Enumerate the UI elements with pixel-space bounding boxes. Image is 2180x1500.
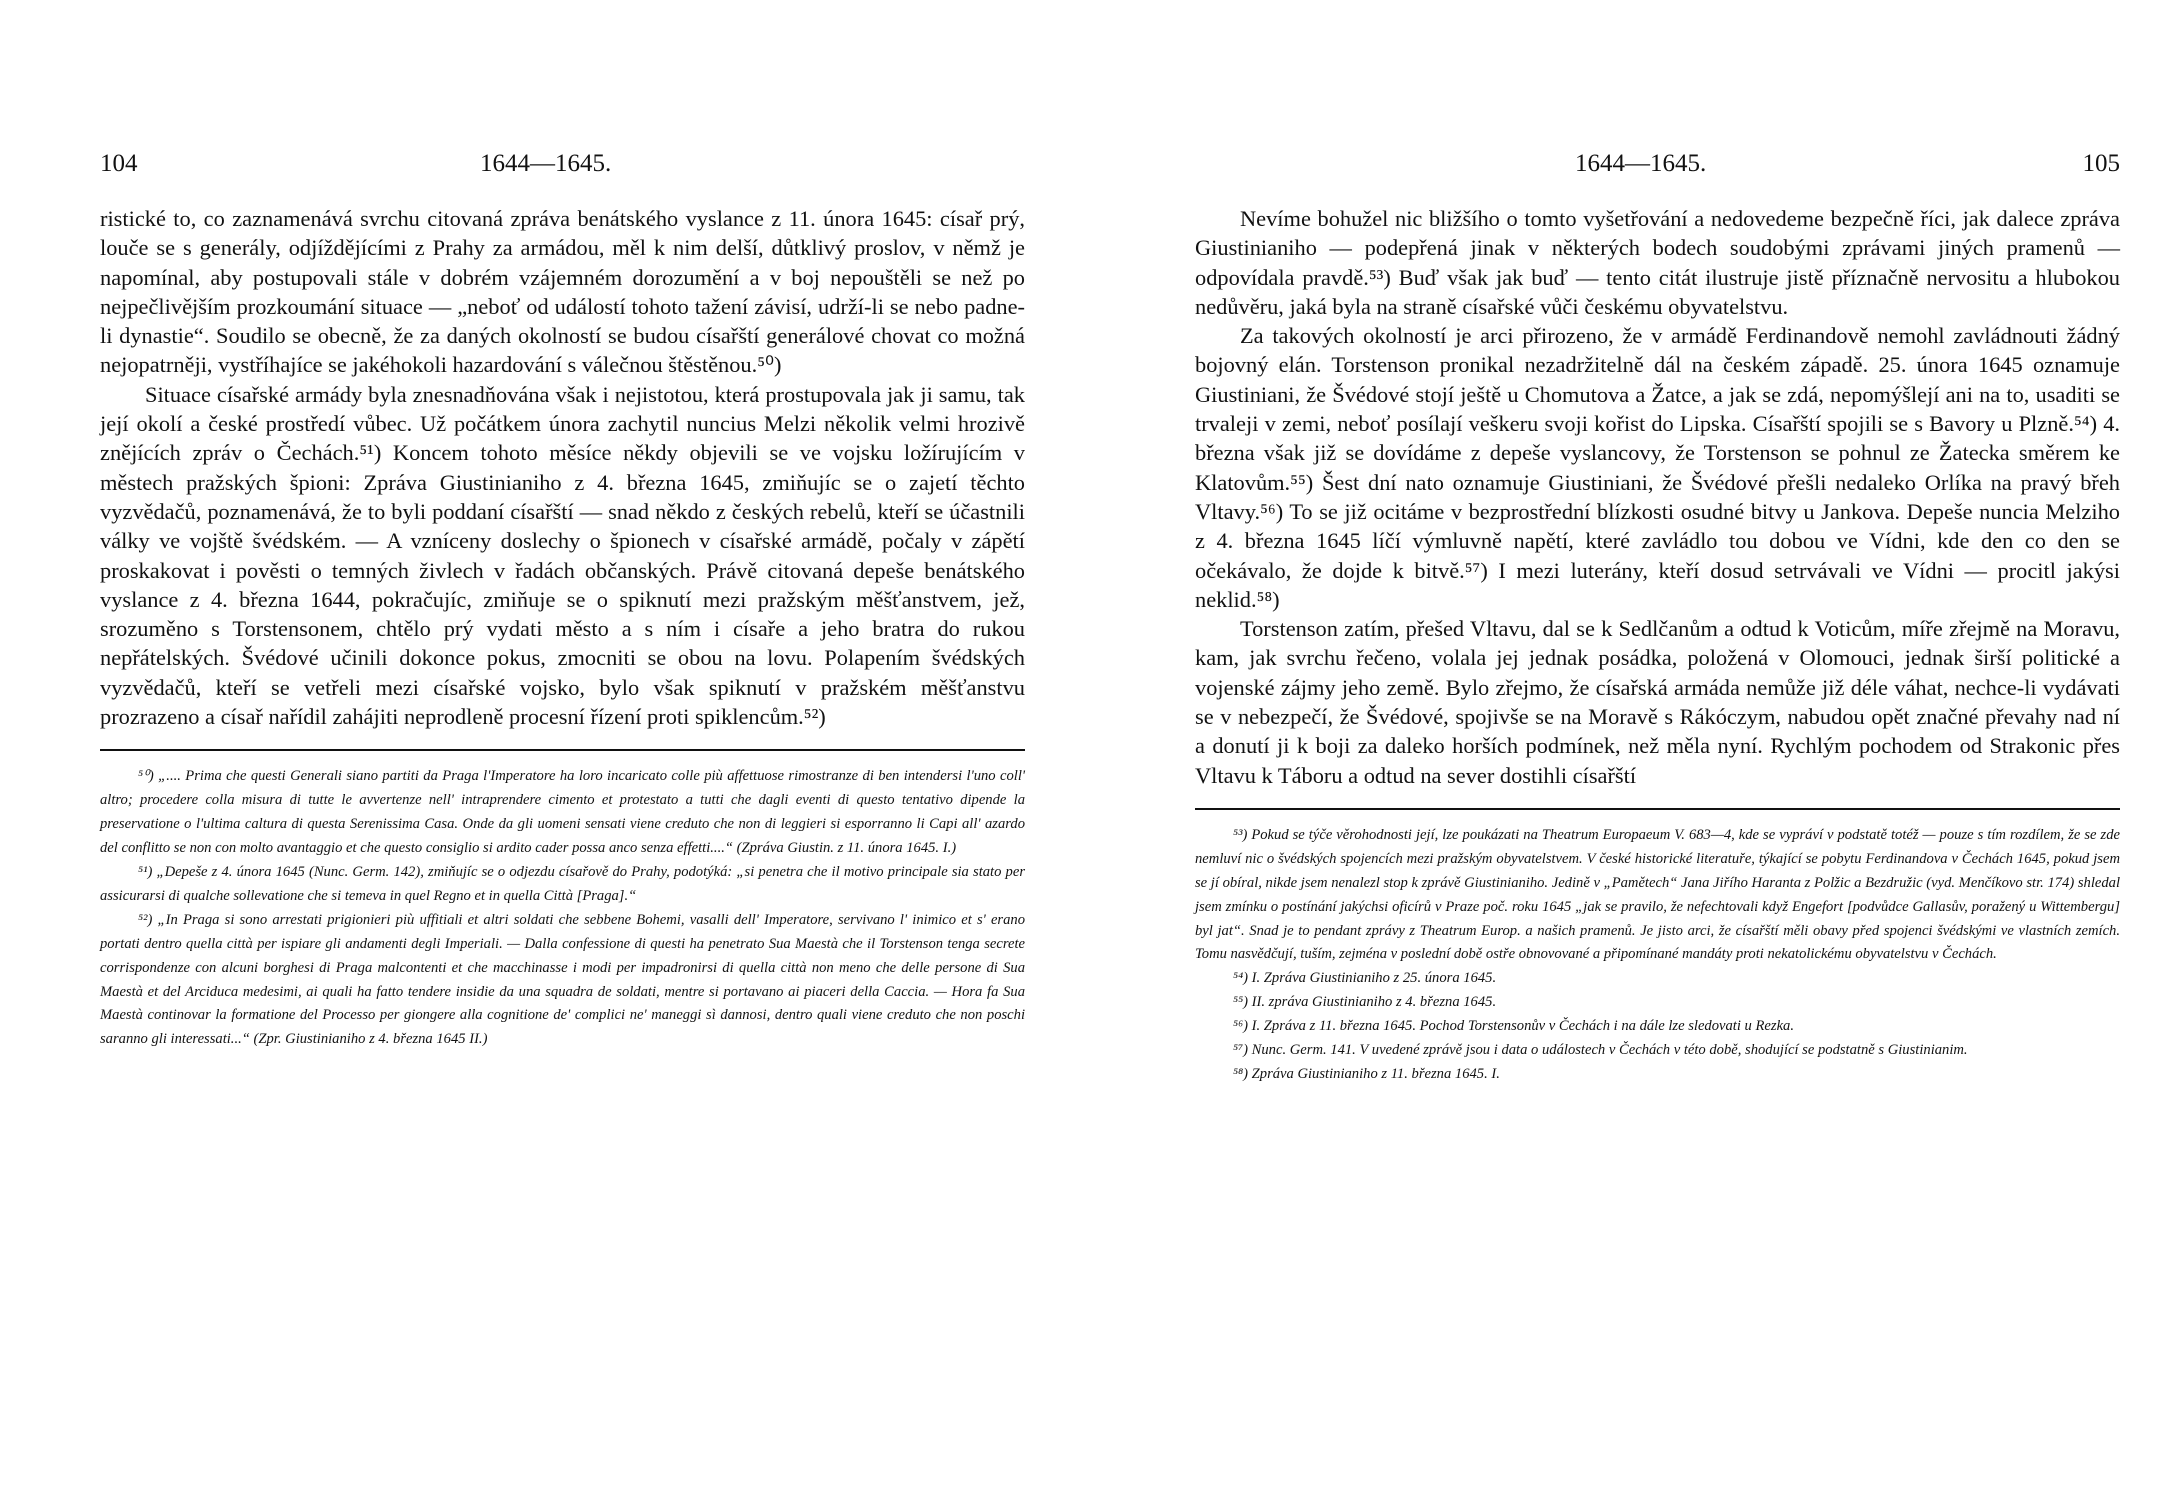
paragraph: Za takových okolností je arci přirozeno, že v armádě Ferdinandově nemohl zavládnouti žádný bojovný elán. Torstenson pronikal nezadržitelně dál na českém západě. 25. února 1645 oznamuje Giustiniani, že Švédové stojí ještě u Chomutova a Žatce, a jak se zdá, nepomýšlejí ani na to, usaditi se trvaleji v zemi, neboť posílají veškeru svoji kořist do Lipska. Císařští spojili se s Bavory u Plzně.⁵⁴) 4. března však již se dovídáme z depeše vyslancovy, že Torstenson se pohnul ze Žatecka směrem ke Klatovům.⁵⁵) Šest dní nato oznamuje Giustiniani, že Švédové přešli nedaleko Orlíka na pravý břeh Vltavy.⁵⁶) To se již ocitáme v bezprostřední blízkosti osudné bitvy u Jankova. Depeše nuncia Melziho z 4. března 1645 líčí výmluvně napětí, které zavládlo tou dobou ve Vídni, kde den co den se očekávalo, že dojde k bitvě.⁵⁷) I mezi luterány, kteří dosud setrvávali ve Vídni — procitl jakýsi neklid.⁵⁸) [1195, 323, 2120, 612]
footnote-rule [1195, 808, 2120, 810]
footnote: ⁵⁰) „.... Prima che questi Generali siano partiti da Praga l'Imperatore ha loro incaricato colle più affettuose rimostranze di ben intendersi l'uno coll' altro; procedere colla misura di tutte le avvertenze nell' intraprendere cimento et protestato a tutti che dagli eventi di questo tentativo dipende la preservatione o l'ultima caltura di questa Serenissima Casa. Onde da gli uomeni sensati viene creduto che non di leggieri si esporranno li Capi all' azardo del conflitto se non con molto avantaggio et che questo consiglio si ardito cader possa anco senza effetti....“ (Zpráva Giustin. z 11. února 1645. I.) [100, 768, 1025, 857]
footnote: ⁵³) Pokud se týče věrohodnosti její, lze poukázati na Theatrum Europaeum V. 683—4, kde se vypráví v podstatě totéž — pouze s tím rozdílem, že se zde nemluví nic o švédských spojencích mezi pražským obyvatelstvem. V české historické literatuře, týkající se pobytu Ferdinandova v Čechách 1645, pokud jsem se jí obíral, nikde jsem nenalezl stop k zprávě Giustinianiho. Jedině v „Pamětech“ Jana Jiřího Haranta z Polžic a Bezdružic (vyd. Menčíkovo str. 174) shledal jsem zmínku o postínání jakýchsi oficírů v Praze poč. roku 1645 „jak se pravilo, že nefechtovali když Engefort [podvůdce Gallasův, poražený u Wittembergu] byl jat“. Snad je to pendant zprávy z Theatrum Europ. a našich pramenů. Je jisto arci, že císařští měli obavy před spojenci švédskými ve vlastních zemích. Tomu nasvědčují, tuším, zejména v poslední době ostře obnovované a připomínané mandáty proti nekatolickému obyvatelstvu v Čechách. [1195, 826, 2120, 963]
footnote: ⁵¹) „Depeše z 4. února 1645 (Nunc. Germ. 142), zmiňujíc se o odjezdu císařově do Prahy, podotýká: „si penetra che il motivo principale sia stato per assicurarsi di qualche sollevatione che si temeva in quel Regno et in quella Città [Praga].“ [100, 863, 1025, 904]
footnote: ⁵²) „In Praga si sono arrestati prigionieri più uffitiali et altri soldati che sebbene Bohemi, vasalli dell' Imperatore, servivano l' inimico et s' erano portati dentro quella città per ispiare gli andamenti degli Imperiali. — Dalla confessione di questi ha penetrato Sua Maestà che il Torstenson tenga secrete corrispondenze con alcuni borghesi di Praga malcontenti et che macchinasse i modi per impadronirsi di quella città non meno che delle persone di Sua Maestà et del Arciduca medesimi, ai quali ha fatto tendere insidie da una squadra de soldati, mentre si portavano ai piaceri della Caccia. — Hora fa Sua Maestà continovar la formatione del Processo per giongere alla cognitione de' complici ne' maneggi sì dannosi, dentro quali viene creduto che non poschi saranno gli interessati...“ (Zpr. Giustinianiho z 4. března 1645 II.) [100, 911, 1025, 1048]
right-page-header [1195, 150, 2120, 184]
left-footnotes [100, 765, 1025, 1052]
running-head: 1644—1645. [1575, 150, 1707, 177]
footnote-rule [100, 749, 1025, 751]
running-head: 1644—1645. [480, 150, 612, 177]
right-footnotes [1195, 824, 2120, 1087]
paragraph: Situace císařské armády byla znesnadňována však i nejistotou, která prostupovala jak ji samu, tak její okolí a české prostředí vůbec. Už počátkem února zachytil nuncius Melzi několik velmi hrozivě znějících zpráv o Čechách.⁵¹) Koncem tohoto měsíce někdy objevili se ve vojsku ložírujícím v městech pražských špioni: Zpráva Giustinianiho z 4. března 1645, zmiňujíc se o zajetí těchto vyzvědačů, poznamenává, že to byli poddaní císařští — snad někdo z českých rebelů, kteří se účastnili války ve vojště švédském. — A vzníceny doslechy o špionech v císařské armádě, počaly v zápětí proskakovat i pověsti o temných živlech v řadách občanských. Právě citovaná depeše benátského vyslance z 4. března 1644, pokračujíc, zmiňuje se o spiknutí mezi pražským měšťanstvem, jež, srozuměno s Torstensonem, chtělo prý vydati město a s ním i císaře a jeho bratra do rukou nepřátelských. Švédové učinili dokonce pokus, zmocniti se obou na lovu. Polapením švédských vyzvědačů, kteří se vetřeli mezi císařské vojsko, bylo však spiknutí v pražském měšťanstvu prozrazeno a císař nařídil zahájiti neprodleně procesní řízení proti spiklencům.⁵²) [100, 381, 1025, 730]
page-number: 105 [2082, 150, 2120, 177]
footnote: ⁵⁸) Zpráva Giustinianiho z 11. března 1645. I. [1233, 1066, 1500, 1082]
paragraph: Nevíme bohužel nic bližšího o tomto vyšetřování a nedovedeme bezpečně říci, jak dalece zpráva Giustinianiho — podepřená jinak v některých bodech soudobými zprávami jiných pramenů — odpovídala pravdě.⁵³) Buď však jak buď — tento citát ilustruje jistě příznačně nervositu a hlubokou nedůvěru, jaká byla na straně císařské vůči českému obyvatelstvu. [1195, 206, 2120, 319]
page-number: 104 [100, 150, 138, 177]
right-body-text [1195, 204, 2120, 790]
footnote: ⁵⁵) II. zpráva Giustinianiho z 4. března 1645. [1233, 994, 1497, 1011]
left-page-header [100, 150, 1025, 184]
footnote: ⁵⁷) Nunc. Germ. 141. V uvedené zprávě jsou i data o událostech v Čechách v této době, shodující se podstatně s Giustinianim. [1233, 1042, 1968, 1059]
left-body-text [100, 204, 1025, 731]
paragraph: ristické to, co zaznamenává svrchu citovaná zpráva benátského vyslance z 11. února 1645: císař prý, louče se s generály, odjíždějícími z Prahy za armádou, měl k nim delší, důtklivý proslov, v němž je napomínal, aby postupovali stále v dobrém vzájemném dorozumění a v boj nepouštěli se než po nejpečlivějším prozkoumání situace — „neboť od událostí tohoto tažení závisí, udrží-li se nebo padne-li dynastie“. Soudilo se obecně, že za daných okolností se budou císařští generálové chovat co možná nejopatrněji, vystříhajíce se jakéhokoli hazardování s válečnou štěstěnou.⁵⁰) [100, 206, 1025, 378]
footnote: ⁵⁶) I. Zpráva z 11. března 1645. Pochod Torstensonův v Čechách i na dále lze sledovati u Rezka. [1233, 1018, 1794, 1035]
paragraph: Torstenson zatím, přešed Vltavu, dal se k Sedlčanům a odtud k Voticům, míře zřejmě na Moravu, kam, jak svrchu řečeno, volala jej jednak posádka, položená v Olomouci, jednak širší politické a vojenské zájmy jeho země. Bylo zřejmo, že císařská armáda nemůže již déle váhat, nechce-li vydávati se v nebezpečí, že Švédové, spojivše se na Moravě s Rákóczym, nabudou opět značné převahy nad ní a donutí ji k boji za daleko horších podmínek, než měla nyní. Rychlým pochodem od Strakonic přes Vltavu k Táboru a odtud na sever dostihli císařští [1195, 616, 2120, 788]
right-page [1195, 150, 2120, 1087]
footnote: ⁵⁴) I. Zpráva Giustinianiho z 25. února 1645. [1233, 970, 1497, 987]
left-page [100, 150, 1025, 1052]
